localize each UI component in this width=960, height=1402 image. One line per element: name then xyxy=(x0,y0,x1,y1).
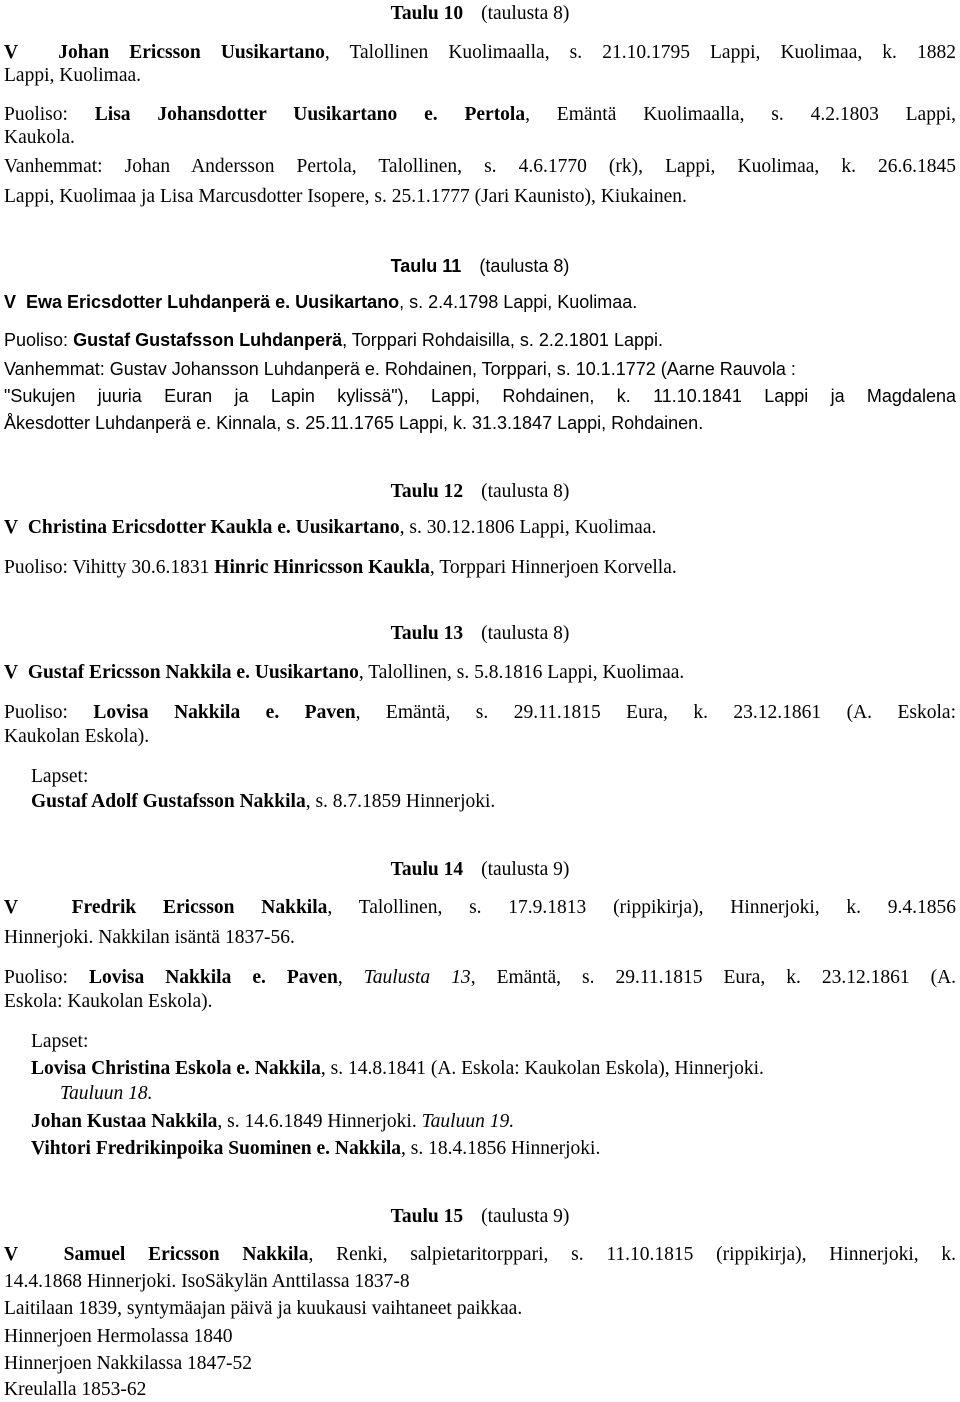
taulu-10-heading: Taulu 10 (taulusta 8) xyxy=(390,3,570,24)
taulu-13-heading: Taulu 13 (taulusta 8) xyxy=(390,623,570,644)
taulu-13-spouse: Puoliso: Lovisa Nakkila e. Paven, Emäntä, s. 29.11.1815 Eura, k. 23.12.1861 (A. Eskola: xyxy=(4,702,956,723)
taulu-13-child-1: Gustaf Adolf Gustafsson Nakkila, s. 8.7.1859 Hinnerjoki. xyxy=(31,791,496,812)
taulu-10-parents-1: Vanhemmat: Johan Andersson Pertola, Talollinen, s. 4.6.1770 (rk), Lappi, Kuolimaa, k. 26.6.1845 xyxy=(4,156,956,177)
taulu-11-spouse: Puoliso: Gustaf Gustafsson Luhdanperä, Torppari Rohdaisilla, s. 2.2.1801 Lappi. xyxy=(4,330,663,350)
taulu-14-child-1-ref: Tauluun 18. xyxy=(60,1083,153,1104)
taulu-14-spouse: Puoliso: Lovisa Nakkila e. Paven, Taulusta 13, Emäntä, s. 29.11.1815 Eura, k. 23.12.1861 (A. xyxy=(4,967,956,988)
taulu-14-child-2: Johan Kustaa Nakkila, s. 14.6.1849 Hinnerjoki. Tauluun 19. xyxy=(31,1111,515,1132)
taulu-15-main-person: V Samuel Ericsson Nakkila, Renki, salpietaritorppari, s. 11.10.1815 (rippikirja), Hinnerjoki, k. xyxy=(4,1244,956,1265)
taulu-11-heading: Taulu 11 (taulusta 8) xyxy=(390,256,570,276)
taulu-10-main-cont: Lappi, Kuolimaa. xyxy=(4,65,142,86)
taulu-10-main-person: V Johan Ericsson Uusikartano, Talollinen Kuolimaalla, s. 21.10.1795 Lappi, Kuolimaa, k. 1882 xyxy=(4,42,956,63)
taulu-13-children-label: Lapset: xyxy=(31,766,89,787)
taulu-12-spouse: Puoliso: Vihitty 30.6.1831 Hinric Hinricsson Kaukla, Torppari Hinnerjoen Korvella. xyxy=(4,557,677,578)
taulu-13-main-person: V Gustaf Ericsson Nakkila e. Uusikartano, Talollinen, s. 5.8.1816 Lappi, Kuolimaa. xyxy=(4,662,685,683)
taulu-10-spouse-cont: Kaukola. xyxy=(4,127,75,148)
taulu-14-main-person: V Fredrik Ericsson Nakkila, Talollinen, s. 17.9.1813 (rippikirja), Hinnerjoki, k. 9.4.1856 xyxy=(4,897,956,918)
taulu-11-parents-1: Vanhemmat: Gustav Johansson Luhdanperä e. Rohdainen, Torppari, s. 10.1.1772 (Aarne Rauvola : xyxy=(4,359,796,379)
taulu-11-parents-3: Åkesdotter Luhdanperä e. Kinnala, s. 25.11.1765 Lappi, k. 31.3.1847 Lappi, Rohdainen. xyxy=(4,413,704,433)
taulu-15-line-6: Kreulalla 1853-62 xyxy=(4,1379,147,1400)
taulu-11-parents-2: "Sukujen juuria Euran ja Lapin kylissä"), Lappi, Rohdainen, k. 11.10.1841 Lappi ja Magdalena xyxy=(4,386,956,406)
taulu-11-main-person: V Ewa Ericsdotter Luhdanperä e. Uusikartano, s. 2.4.1798 Lappi, Kuolimaa. xyxy=(4,292,638,312)
taulu-14-main-cont: Hinnerjoki. Nakkilan isäntä 1837-56. xyxy=(4,927,295,948)
taulu-14-heading: Taulu 14 (taulusta 9) xyxy=(390,859,570,880)
taulu-14-child-3: Vihtori Fredrikinpoika Suominen e. Nakkila, s. 18.4.1856 Hinnerjoki. xyxy=(31,1138,601,1159)
taulu-15-heading: Taulu 15 (taulusta 9) xyxy=(390,1206,570,1227)
taulu-14-child-1: Lovisa Christina Eskola e. Nakkila, s. 14.8.1841 (A. Eskola: Kaukolan Eskola), Hinnerjoki. xyxy=(31,1058,764,1079)
taulu-10-parents-2: Lappi, Kuolimaa ja Lisa Marcusdotter Isopere, s. 25.1.1777 (Jari Kaunisto), Kiukainen. xyxy=(4,186,687,207)
taulu-15-line-3: Laitilaan 1839, syntymäajan päivä ja kuukausi vaihtaneet paikkaa. xyxy=(4,1298,523,1319)
taulu-14-spouse-cont: Eskola: Kaukolan Eskola). xyxy=(4,991,213,1012)
taulu-15-line-5: Hinnerjoen Nakkilassa 1847-52 xyxy=(4,1353,253,1374)
taulu-14-children-label: Lapset: xyxy=(31,1031,89,1052)
taulu-15-line-4: Hinnerjoen Hermolassa 1840 xyxy=(4,1326,233,1347)
taulu-12-main-person: V Christina Ericsdotter Kaukla e. Uusikartano, s. 30.12.1806 Lappi, Kuolimaa. xyxy=(4,517,657,538)
taulu-10-spouse: Puoliso: Lisa Johansdotter Uusikartano e. Pertola, Emäntä Kuolimaalla, s. 4.2.1803 Lappi, xyxy=(4,104,956,125)
taulu-12-heading: Taulu 12 (taulusta 8) xyxy=(390,481,570,502)
taulu-13-spouse-cont: Kaukolan Eskola). xyxy=(4,726,150,747)
taulu-15-line-2: 14.4.1868 Hinnerjoki. IsoSäkylän Anttilassa 1837-8 xyxy=(4,1271,410,1292)
